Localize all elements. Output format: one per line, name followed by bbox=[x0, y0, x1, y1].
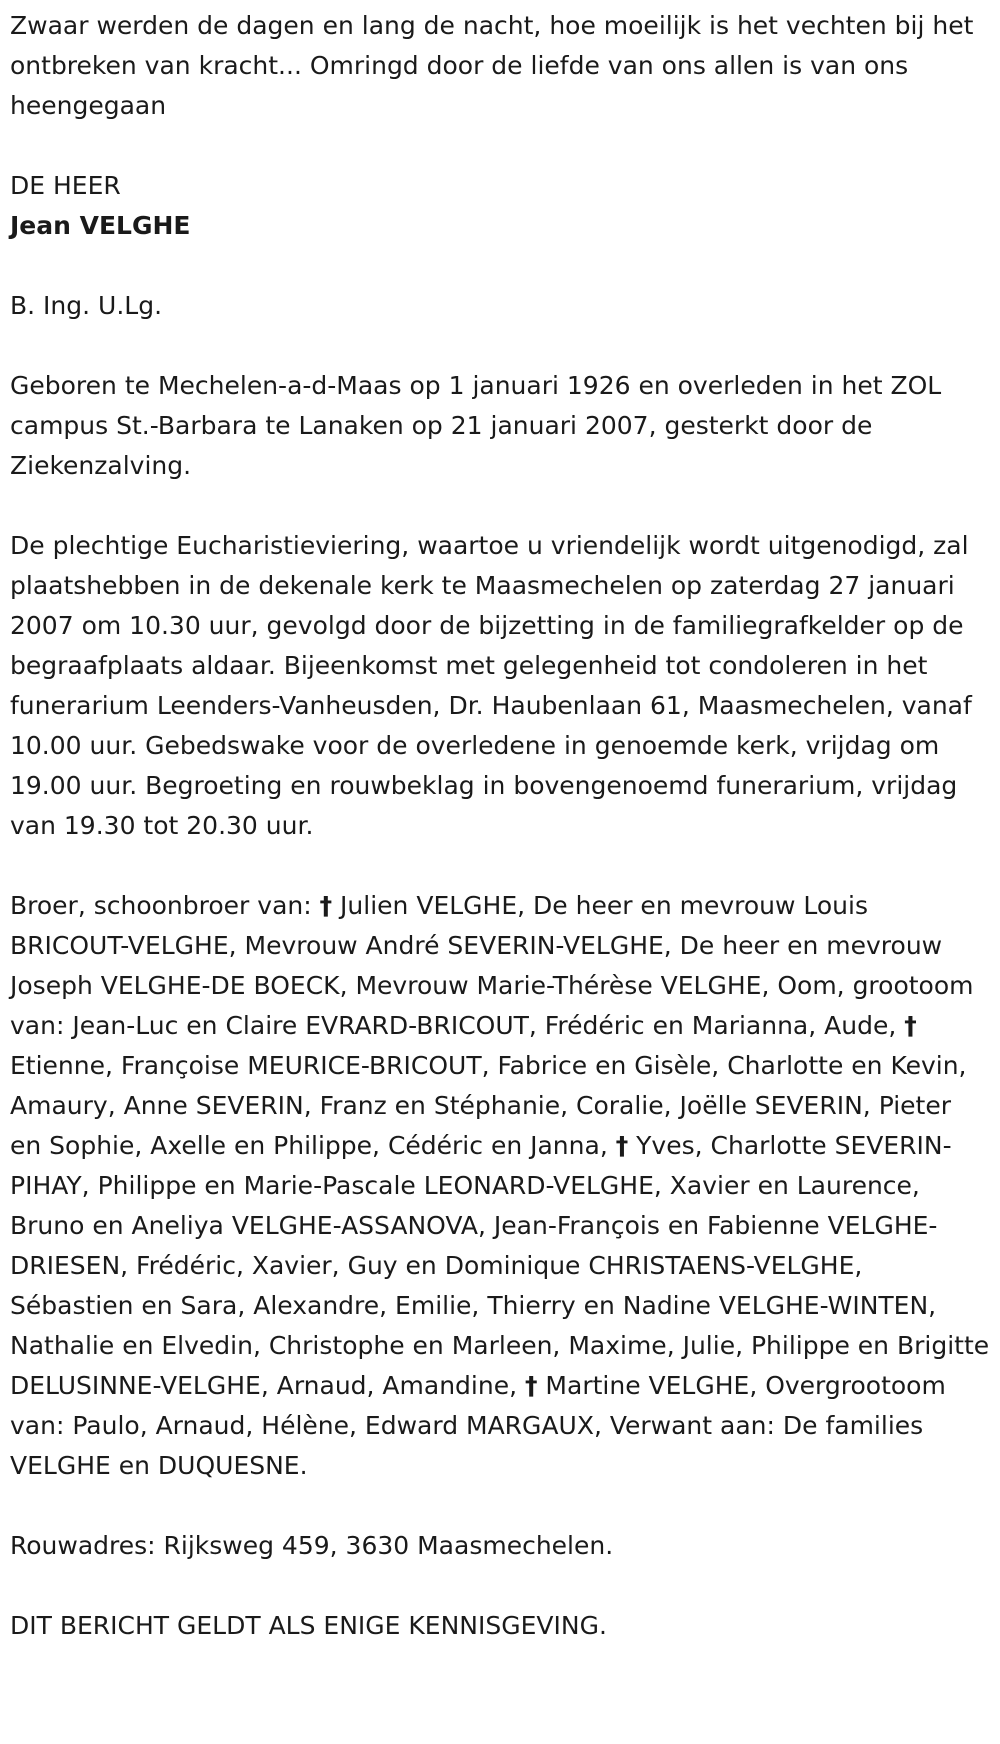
mourning-address: Rouwadres: Rijksweg 459, 3630 Maasmechelen. bbox=[10, 1531, 614, 1560]
birth-death-text: Geboren te Mechelen-a-d-Maas op 1 januari 1926 en overleden in het ZOL campus St.-Barbara te Lanaken op 21 januari 2007, gesterkt door de Ziekenzalving. bbox=[10, 371, 942, 480]
salutation: DE HEER bbox=[10, 171, 121, 200]
academic-title: B. Ing. U.Lg. bbox=[10, 291, 163, 320]
family-text-part: Julien VELGHE, De heer en mevrouw Louis BRICOUT-VELGHE, Mevrouw André SEVERIN-VELGHE, De heer en mevrouw Joseph VELGHE-DE BOECK, Mevrouw Marie-Thérèse VELGHE, Oom, grootoom van: Jean-Luc en Claire EVRARD-BRICOUT, Frédéric en Marianna, Aude, bbox=[10, 891, 974, 1040]
family-text-part: Martine VELGHE, Overgrootoom van: Paulo, Arnaud, Hélène, Edward MARGAUX, Verwant aan: De families VELGHE en DUQUESNE. bbox=[10, 1371, 946, 1480]
closing-notice: DIT BERICHT GELDT ALS ENIGE KENNISGEVING. bbox=[10, 1611, 607, 1640]
family-text-part: Etienne, Françoise MEURICE-BRICOUT, Fabrice en Gisèle, Charlotte en Kevin, Amaury, Anne SEVERIN, Franz en Stéphanie, Coralie, Joëlle SEVERIN, Pieter en Sophie, Axelle en Philippe, Cédéric en Janna, bbox=[10, 1051, 967, 1160]
family-text-part: Yves, Charlotte SEVERIN-PIHAY, Philippe en Marie-Pascale LEONARD-VELGHE, Xavier en Laurence, Bruno en Aneliya VELGHE-ASSANOVA, Jean-François en Fabienne VELGHE-DRIESEN, Frédéric, Xavier, Guy en Dominique CHRISTAENS-VELGHE, Sébastien en Sara, Alexandre, Emilie, Thierry en Nadine VELGHE-WINTEN, Nathalie en Elvedin, Christophe en Marleen, Maxime, Julie, Philippe en Brigitte DELUSINNE-VELGHE, Arnaud, Amandine, bbox=[10, 1131, 990, 1400]
cross-icon: † bbox=[319, 891, 333, 920]
cross-icon: † bbox=[615, 1131, 629, 1160]
family-text bbox=[10, 886, 990, 1486]
cross-icon: † bbox=[904, 1011, 917, 1040]
family-text-part: Broer, schoonbroer van: bbox=[10, 891, 320, 920]
opening-text: Zwaar werden de dagen en lang de nacht, hoe moeilijk is het vechten bij het ontbreken van kracht... Omringd door de liefde van ons allen is van ons heengegaan bbox=[10, 11, 974, 120]
deceased-name: Jean VELGHE bbox=[10, 211, 191, 240]
cross-icon: † bbox=[524, 1371, 538, 1400]
ceremony-text: De plechtige Eucharistieviering, waartoe u vriendelijk wordt uitgenodigd, zal plaatshebben in de dekenale kerk te Maasmechelen op zaterdag 27 januari 2007 om 10.30 uur, gevolgd door de bijzetting in de familiegrafkelder op de begraafplaats aldaar. Bijeenkomst met gelegenheid tot condoleren in het funerarium Leenders-Vanheusden, Dr. Haubenlaan 61, Maasmechelen, vanaf 10.00 uur. Gebedswake voor de overledene in genoemde kerk, vrijdag om 19.00 uur. Begroeting en rouwbeklag in bovengenoemd funerarium, vrijdag van 19.30 tot 20.30 uur. bbox=[10, 531, 972, 840]
